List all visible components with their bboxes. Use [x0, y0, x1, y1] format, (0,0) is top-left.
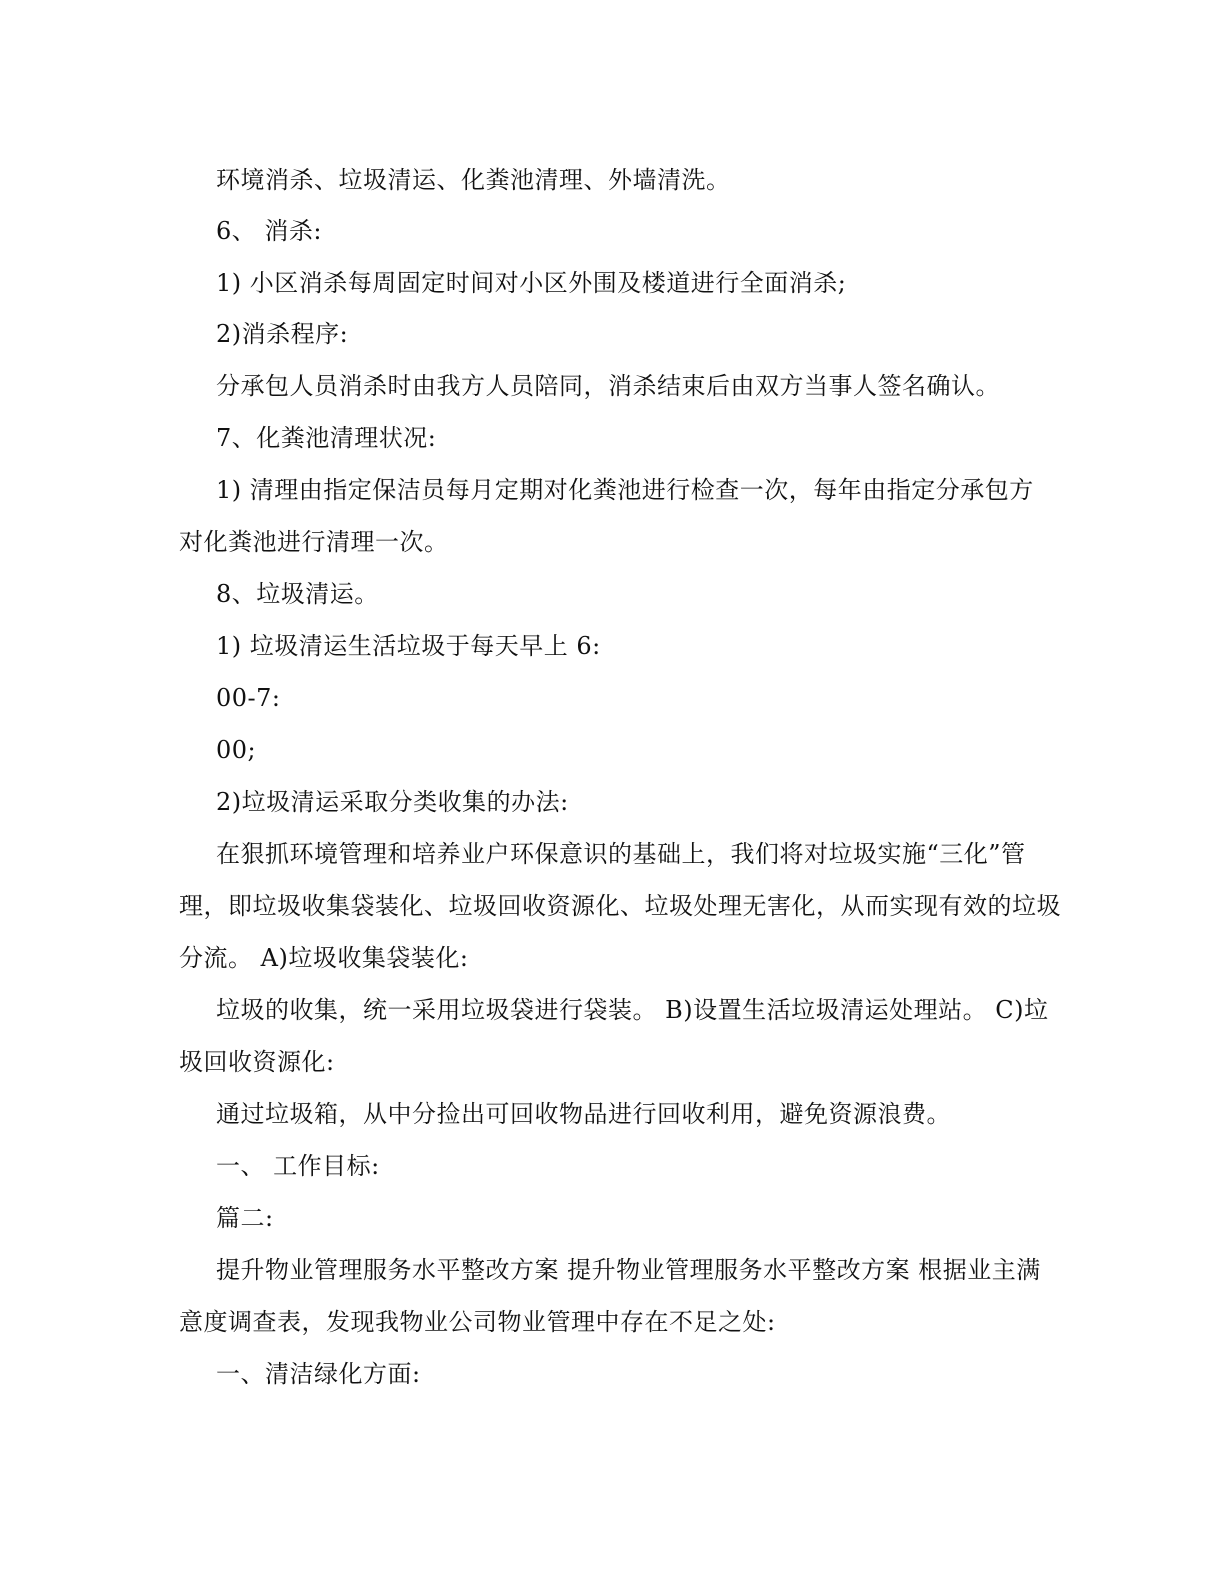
section-heading: 8、垃圾清运。 — [216, 580, 379, 608]
paragraph-line: 00; — [216, 736, 257, 764]
paragraph-line: 分流。 A)垃圾收集袋装化: — [179, 944, 469, 972]
paragraph-line: 1) 小区消杀每周固定时间对小区外围及楼道进行全面消杀; — [216, 269, 847, 297]
paragraph-line: 通过垃圾箱，从中分捡出可回收物品进行回收利用，避免资源浪费。 — [216, 1100, 951, 1128]
paragraph-line: 垃圾的收集，统一采用垃圾袋进行袋装。 B)设置生活垃圾清运处理站。 C)垃 — [216, 996, 1049, 1024]
paragraph-line: 理，即垃圾收集袋装化、垃圾回收资源化、垃圾处理无害化，从而实现有效的垃圾 — [179, 892, 1061, 920]
section-heading: 一、 工作目标: — [216, 1152, 380, 1180]
paragraph-line: 1) 垃圾清运生活垃圾于每天早上 6: — [216, 632, 601, 660]
paragraph-line: 1) 清理由指定保洁员每月定期对化粪池进行检查一次，每年由指定分承包方 — [216, 476, 1034, 504]
paragraph-line: 2)垃圾清运采取分类收集的办法: — [216, 788, 569, 816]
paragraph-line: 环境消杀、垃圾清运、化粪池清理、外墙清洗。 — [216, 166, 731, 194]
paragraph-line: 提升物业管理服务水平整改方案 提升物业管理服务水平整改方案 根据业主满 — [216, 1256, 1041, 1284]
paragraph-line: 00-7: — [216, 684, 281, 712]
section-heading: 一、清洁绿化方面: — [216, 1360, 421, 1388]
section-heading: 篇二: — [216, 1204, 274, 1232]
section-heading: 7、化粪池清理状况: — [216, 424, 437, 452]
paragraph-line: 对化粪池进行清理一次。 — [179, 528, 449, 556]
paragraph-line: 2)消杀程序: — [216, 320, 349, 348]
paragraph-line: 圾回收资源化: — [179, 1048, 335, 1076]
paragraph-line: 意度调查表，发现我物业公司物业管理中存在不足之处: — [179, 1308, 776, 1336]
section-heading: 6、 消杀: — [216, 217, 322, 245]
paragraph-line: 分承包人员消杀时由我方人员陪同，消杀结束后由双方当事人签名确认。 — [216, 372, 1000, 400]
paragraph-line: 在狠抓环境管理和培养业户环保意识的基础上，我们将对垃圾实施“三化”管 — [216, 840, 1026, 868]
